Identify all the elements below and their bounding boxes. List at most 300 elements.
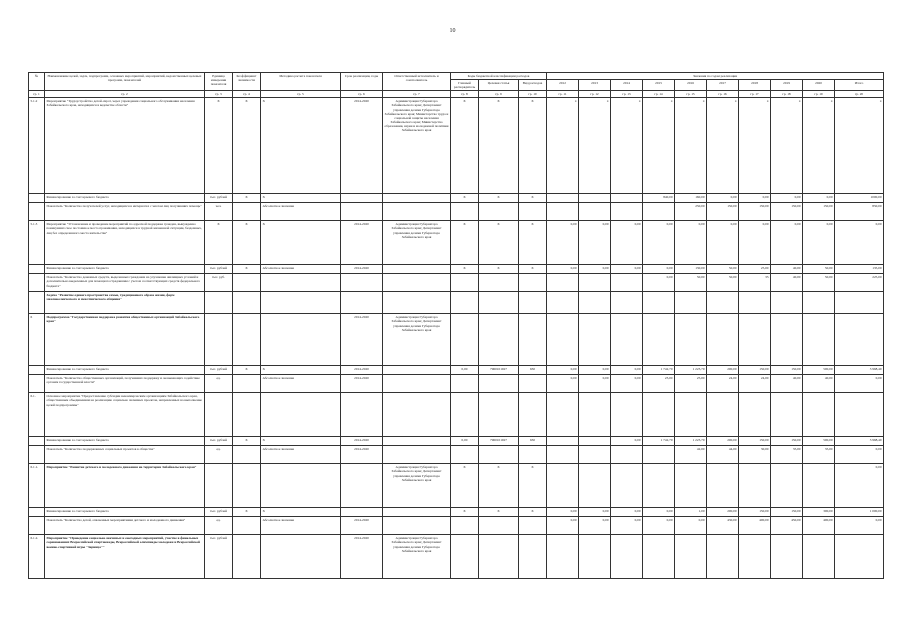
table-cell [547,292,579,314]
table-cell: 150,00 [771,203,803,221]
table-cell [233,517,261,535]
table-cell [803,314,835,366]
table-cell [233,203,261,221]
table-cell: 0,00 [451,437,479,446]
table-cell [611,464,643,508]
table-cell [233,535,261,579]
table-cell: Х [233,437,261,446]
table-cell [547,535,579,579]
table-cell [643,446,675,464]
table-row-indicator [29,203,884,221]
table-cell: 2014-2020 [341,366,383,375]
table-cell: Х [479,194,519,203]
table-cell: Абсолютное значение [261,203,341,221]
table-cell: 2014-2020 [341,265,383,274]
table-cell: 150,00 [739,508,771,517]
table-cell: 0,00 [547,265,579,274]
table-cell [233,292,261,314]
table-cell [835,535,884,579]
table-cell: 200,00 [707,508,739,517]
table-cell [451,393,479,437]
table-cell: Х [519,464,547,508]
table-cell [519,517,547,535]
table-cell [739,535,771,579]
table-cell: 50,00 [803,265,835,274]
table-cell [739,464,771,508]
header-year: 2017 [707,80,739,91]
table-cell [611,314,643,366]
table-cell: х [771,98,803,194]
table-cell [611,194,643,203]
table-cell: 2014-2020 [341,375,383,393]
header-year: 2014 [611,80,643,91]
table-cell [341,292,383,314]
table-cell: 44,00 [707,446,739,464]
table-cell: 0,00 [611,366,643,375]
table-cell [383,274,451,292]
header-vals: Значения по годам реализации [547,73,884,80]
table-cell: 850,00 [835,203,884,221]
table-cell: 0,00 [451,366,479,375]
table-cell [771,393,803,437]
table-cell: 40,00 [771,375,803,393]
table-row-task [29,292,884,314]
table-cell: 0,00 [643,508,675,517]
table-cell [233,464,261,508]
table-cell: 0,00 [835,446,884,464]
table-cell: Х [233,366,261,375]
table-cell: 430,00 [707,517,739,535]
table-cell [205,314,233,366]
table-cell [341,194,383,203]
table-cell: 0,00 [771,194,803,203]
table-cell [341,274,383,292]
table-cell: Абсолютное значение [261,517,341,535]
table-cell: 0,00 [835,375,884,393]
table-cell [611,203,643,221]
table-cell: Х [261,221,341,265]
table-cell: тыс. рублей [205,265,233,274]
column-index: гр. 1 [29,91,45,98]
table-cell: 150,00 [739,203,771,221]
table-cell [519,393,547,437]
table-cell [519,375,547,393]
table-cell [579,446,611,464]
table-cell: 150,00 [707,203,739,221]
table-cell: Абсолютное значение [261,375,341,393]
table-cell [383,366,451,375]
table-cell: 24,00 [707,375,739,393]
table-cell: х [803,98,835,194]
column-index: гр. 4 [233,91,261,98]
header-coef: Коэффициент значимости [233,73,261,91]
table-cell: 50,00 [707,274,739,292]
row-name-cell: Мероприятие "Развитие детского и молодежного движения на территории Забайкальского края" [45,464,205,508]
row-name-cell: Показатель "Количество детей, охваченных мероприятиями детского и молодежного движения" [45,517,205,535]
table-cell: 0,00 [643,221,675,265]
table-cell: Х [233,265,261,274]
table-row-event [29,221,884,265]
table-cell [479,517,519,535]
table-cell: 0,00 [579,366,611,375]
table-cell: Х [479,265,519,274]
header-year: 2013 [579,80,611,91]
table-cell [611,274,643,292]
table-cell: 0,00 [675,517,707,535]
table-cell: Х [479,98,519,194]
table-cell: 0,00 [707,221,739,265]
table-cell: Х [205,98,233,194]
table-row-indicator [29,446,884,464]
table-cell: 200,00 [707,366,739,375]
table-cell [707,464,739,508]
row-name-cell: Финансирование за счет краевого бюджета [45,437,205,446]
table-cell [341,464,383,508]
header-year: 2020 [803,80,835,91]
table-cell [707,393,739,437]
header-year: 2019 [771,80,803,91]
table-cell [547,194,579,203]
table-cell [675,464,707,508]
header-method: Методика расчета показателя [261,73,341,91]
table-cell: 30,00 [739,446,771,464]
table-cell [579,535,611,579]
table-cell [803,464,835,508]
table-cell [479,292,519,314]
table-cell: 135,00 [835,265,884,274]
header-name: Наименование целей, задач, подпрограмм, основных мероприятий, мероприятий, ведомственных целевых программ, показателей [45,73,205,91]
table-cell: Х [451,508,479,517]
table-cell: 630 [519,437,547,446]
table-cell [383,446,451,464]
table-cell: 1 223,70 [675,437,707,446]
table-cell: 0,00 [707,194,739,203]
table-row-finance [29,437,884,446]
table-cell: 150,00 [771,437,803,446]
table-cell [451,203,479,221]
table-cell: Администрация Губернатора Забайкальского края; Департамент управления делами Губернатора Забайкальского края [383,535,451,579]
table-cell [611,292,643,314]
table-cell [341,393,383,437]
table-cell [29,517,45,535]
table-cell [643,314,675,366]
table-cell: 40,00 [803,375,835,393]
table-cell [451,446,479,464]
table-cell [579,464,611,508]
table-cell: Х [451,464,479,508]
table-cell [519,314,547,366]
header-unit: Единица измерения показателя [205,73,233,91]
table-cell [383,194,451,203]
table-cell: 200,00 [707,437,739,446]
table-cell: 0,00 [547,221,579,265]
row-name-cell: Основное мероприятие "Предоставление субсидии некоммерческим организациям Забайкальского края, общественным объединениям на реализацию социально значимых проектов, направленных на выполнение целей подпрограммы" [45,393,205,437]
row-name-cell: Финансирование за счет краевого бюджета [45,194,205,203]
table-cell: 500,00 [803,437,835,446]
table-cell [771,464,803,508]
column-index: гр. 19 [803,91,835,98]
table-cell [479,446,519,464]
table-row-event [29,393,884,437]
table-cell [233,375,261,393]
table-cell [205,292,233,314]
table-cell: х [707,98,739,194]
table-cell: 0,00 [611,517,643,535]
table-cell [451,292,479,314]
table-cell: 0,00 [739,194,771,203]
column-index: гр. 14 [643,91,675,98]
column-index: гр. 16 [707,91,739,98]
column-index: гр. 8 [451,91,479,98]
table-cell [383,517,451,535]
table-cell: 250,00 [675,203,707,221]
table-cell [383,203,451,221]
table-cell: 5.1.2 [29,98,45,194]
table-cell [707,292,739,314]
table-cell: 0,00 [643,274,675,292]
table-cell: тыс. руб. [205,274,233,292]
table-cell: 1 223,70 [675,366,707,375]
table-cell: 42,00 [675,446,707,464]
page-number: 10 [449,28,456,34]
column-index: гр. 18 [771,91,803,98]
table-cell [675,292,707,314]
table-cell [771,314,803,366]
table-cell [579,292,611,314]
table-cell [579,274,611,292]
table-cell: 5.1.3 [29,221,45,265]
table-cell [707,535,739,579]
table-cell: 50,00 [675,274,707,292]
table-cell [547,393,579,437]
table-cell: 0,00 [611,508,643,517]
column-index: гр. 17 [739,91,771,98]
table-cell: Администрация Губернатора Забайкальского края; Департамент управления делами Губернатора Забайкальского края [383,464,451,508]
table-cell: 40,00 [771,265,803,274]
table-cell: Администрация Губернатора Забайкальского края; Департамент управления делами Губернатора Забайкальского края [383,314,451,366]
table-cell: Администрация Губернатора Забайкальского края; Департамент управления делами Губернатора Забайкальского края [383,221,451,265]
table-cell [383,437,451,446]
table-cell [233,393,261,437]
header-kbk: Коды бюджетной классификации расходов [451,73,547,80]
table-cell [547,437,579,446]
table-cell [451,274,479,292]
table-row-event [29,98,884,194]
table-cell: 2014-2020 [341,314,383,366]
table-cell [233,314,261,366]
table-cell [803,292,835,314]
table-cell: Абсолютное значение [261,446,341,464]
table-cell [611,535,643,579]
table-cell: 2014-2020 [341,98,383,194]
table-cell [479,393,519,437]
table-cell: Х [479,221,519,265]
table-cell: Х [261,194,341,203]
header-term: Срок реализации, годы [341,73,383,91]
table-cell [547,314,579,366]
table-cell: Х [233,98,261,194]
table-cell: Х [519,508,547,517]
table-cell: ед. [205,375,233,393]
table-cell: х [675,98,707,194]
table-cell: 160,00 [675,194,707,203]
table-cell: 2014-2020 [341,437,383,446]
table-cell [479,203,519,221]
table-cell [451,375,479,393]
table-cell: 0,00 [547,517,579,535]
table-cell [233,274,261,292]
table-cell: 400,00 [739,517,771,535]
table-cell: 50,00 [707,265,739,274]
table-cell: 0,00 [611,437,643,446]
table-cell [835,314,884,366]
table-cell [451,517,479,535]
row-name-cell: Мероприятие "Установление и проведение мероприятий по адресной поддержке граждан, вынужденно покинувших свое постоянное место проживания, находящихся в трудной жизненной ситуации, бездомных, лиц без определенного места жительства" [45,221,205,265]
column-index: гр. 13 [611,91,643,98]
row-name-cell: Подпрограмма "Государственная поддержка развития общественных организаций Забайкальского края" [45,314,205,366]
table-cell: Х [519,265,547,274]
table-cell: 130,00 [675,265,707,274]
table-cell: 0,00 [611,221,643,265]
table-cell [611,446,643,464]
row-name-cell: Мероприятие "Трудоустройство детей-сирот, через учреждения социального обслуживания населения Забайкальского края, находящихся в ведомстве области" [45,98,205,194]
table-cell: тыс. рублей [205,366,233,375]
table-cell [803,393,835,437]
table-cell: 150,00 [739,437,771,446]
table-cell [479,535,519,579]
table-cell: 24,00 [739,375,771,393]
table-cell [579,437,611,446]
column-index: гр. 7 [383,91,451,98]
table-cell: Х [479,464,519,508]
column-index: гр. 9 [479,91,519,98]
table-cell [383,508,451,517]
row-name-cell: Показатель "Количество общественных организаций, получивших поддержку и оказывающих содействие органам государственной власти" [45,375,205,393]
table-cell [261,535,341,579]
table-row-subprogram [29,314,884,366]
table-cell [519,535,547,579]
table-cell [547,203,579,221]
table-cell [29,274,45,292]
table-cell [261,314,341,366]
table-cell [771,292,803,314]
table-cell [341,508,383,517]
row-name-cell: Финансирование за счет краевого бюджета [45,366,205,375]
table-cell [739,393,771,437]
table-cell: 150,00 [803,203,835,221]
table-cell [579,203,611,221]
table-cell: Х [233,221,261,265]
column-index: гр. 12 [579,91,611,98]
table-cell [479,375,519,393]
table-cell: 25,00 [739,265,771,274]
table-cell: 2014-2020 [341,221,383,265]
table-cell [643,292,675,314]
table-body [29,98,884,579]
column-index-row [29,91,884,98]
table-cell [579,194,611,203]
table-cell: 1 742,70 [643,437,675,446]
table-cell: х [579,98,611,194]
header-year: 2015 [643,80,675,91]
table-cell: ед. [205,517,233,535]
table-cell [643,464,675,508]
table-cell [261,464,341,508]
table-cell: ед. [205,446,233,464]
table-cell [233,446,261,464]
table-cell: 1000,00 [835,194,884,203]
column-index: гр. 2 [45,91,205,98]
table-cell: 0,00 [675,221,707,265]
table-cell: тыс. рублей [205,437,233,446]
table-cell: 0,00 [803,194,835,203]
table-cell: 0,00 [835,464,884,508]
table-cell: 40,00 [771,274,803,292]
table-cell: 6 [29,314,45,366]
table-cell: 0,00 [771,221,803,265]
row-name-cell: Показатель "Количество поддержанных социальных проектов в обществе" [45,446,205,464]
table-cell: Х [479,508,519,517]
table-cell: Х [261,508,341,517]
table-cell [29,446,45,464]
table-cell: тыс. рублей [205,508,233,517]
table-header [29,73,884,98]
header-year: 2016 [675,80,707,91]
table-cell: Х [233,194,261,203]
table-cell [29,366,45,375]
table-cell: 0,00 [547,375,579,393]
table-cell [519,203,547,221]
table-cell [29,292,45,314]
column-index: гр. 15 [675,91,707,98]
table-cell [547,464,579,508]
table-cell: 0,00 [579,375,611,393]
table-cell: Абсолютное значение [261,265,341,274]
row-name-cell: Задача "Развитие единого пространства семьи, традиционного образа жизни, форм межпоколенческого и межэтнического общения" [45,292,205,314]
table-cell [675,535,707,579]
table-row-finance [29,508,884,517]
table-cell: Х [233,508,261,517]
table-cell [643,203,675,221]
table-cell: х [643,98,675,194]
column-index: гр. 6 [341,91,383,98]
table-cell: Х [519,221,547,265]
table-cell: 50,00 [803,274,835,292]
header-year: 2018 [739,80,771,91]
table-cell: 0,00 [579,221,611,265]
table-cell [383,292,451,314]
table-cell [261,274,341,292]
table-cell [479,314,519,366]
table-cell [707,314,739,366]
table-cell [29,508,45,517]
table-cell [643,393,675,437]
table-cell: 450,00 [771,517,803,535]
table-cell: 840,00 [643,194,675,203]
table-cell [579,314,611,366]
table-cell: тыс. рублей [205,535,233,579]
table-cell: 35 [739,274,771,292]
table-row-event [29,535,884,579]
header-total: Итого [835,80,884,91]
table-cell: Х [205,221,233,265]
table-cell: чел. [205,203,233,221]
table-cell: 0,00 [643,517,675,535]
table-cell: Х [451,265,479,274]
row-name-cell: Мероприятие "Проведение социально значимых и ежегодных мероприятий, участие в финальных соревнованиях Всероссийской спартакиады, Всероссийской олимпиады молодежи и Всероссийской военно-спортивной игры "Зарница"" [45,535,205,579]
table-cell [835,292,884,314]
column-index: гр. 20 [835,91,884,98]
